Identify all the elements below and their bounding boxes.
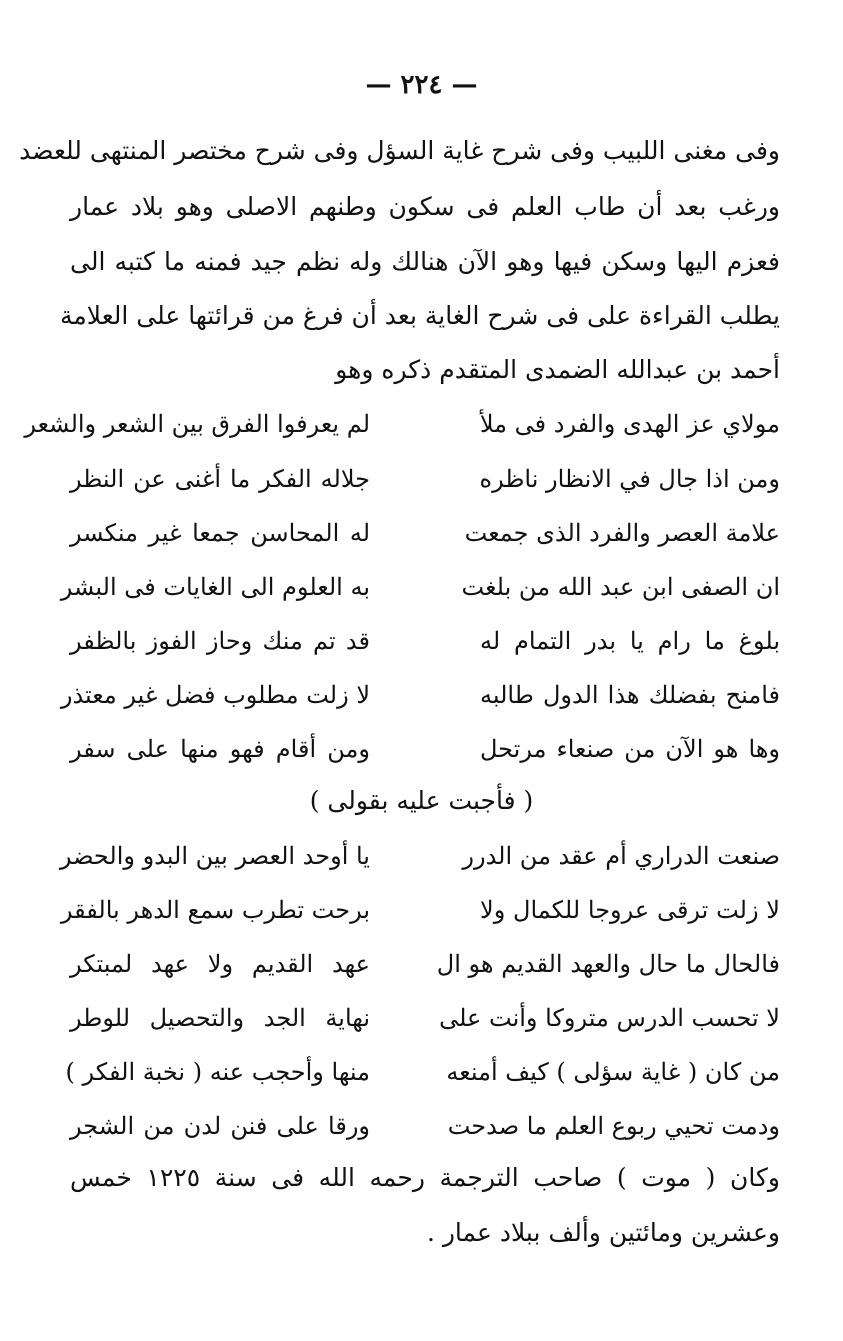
prose-line: وكان ( موت ) صاحب الترجمة رحمه الله فى سنة ١٢٢٥ خمس [70,1163,780,1192]
verse-second-hemistich: يا أوحد العصر بين البدو والحضر [59,842,370,870]
page-number: — ٢٢٤ — [365,70,478,100]
verse-first-hemistich: ومن اذا جال في الانظار ناظره [479,465,780,493]
verse-first-hemistich: فامنح بفضلك هذا الدول طالبه [480,681,780,709]
verse-second-hemistich: ورقا على فنن لدن من الشجر [70,1112,370,1140]
verse-second-hemistich: لا زلت مطلوب فضل غير معتذر [60,681,370,709]
prose-line: يطلب القراءة على فى شرح الغاية بعد أن فرغ من قرائتها على العلامة [60,301,780,330]
verse-first-hemistich: ودمت تحيي ربوع العلم ما صدحت [447,1112,780,1140]
prose-line: وفى مغنى اللبيب وفى شرح غاية السؤل وفى شرح مختصر المنتهى للعضد [19,136,780,165]
verse-line [70,735,780,775]
reply-heading: ( فأجبت عليه بقولى ) [309,786,534,815]
verse-first-hemistich: ان الصفى ابن عبد الله من بلغت [461,573,780,601]
verse-first-hemistich: وها هو الآن من صنعاء مرتحل [480,735,780,763]
verse-line [65,1058,780,1098]
verse-line [70,1004,780,1044]
verse-line [59,842,780,882]
verse-first-hemistich: بلوغ ما رام يا بدر التمام له [480,627,780,655]
verse-second-hemistich: به العلوم الى الغايات فى البشر [60,573,370,601]
prose-line: وعشرين ومائتين وألف ببلاد عمار . [426,1218,780,1247]
verse-second-hemistich: له المحاسن جمعا غير منكسر [70,519,370,547]
verse-line [60,896,780,936]
verse-second-hemistich: ومن أقام فهو منها على سفر [70,735,370,763]
verse-first-hemistich: علامة العصر والفرد الذى جمعت [464,519,780,547]
prose-line: فعزم اليها وسكن فيها وهو الآن هنالك وله نظم جيد فمنه ما كتبه الى [70,247,780,276]
verse-line [70,950,780,990]
verse-second-hemistich: جلاله الفكر ما أغنى عن النظر [70,465,370,493]
verse-line [60,573,780,613]
verse-line [24,410,780,450]
verse-second-hemistich: برحت تطرب سمع الدهر بالفقر [60,896,370,924]
verse-first-hemistich: فالحال ما حال والعهد القديم هو ال [436,950,780,978]
verse-second-hemistich: لم يعرفوا الفرق بين الشعر والشعر [24,410,370,438]
verse-first-hemistich: لا زلت ترقى عروجا للكمال ولا [480,896,780,924]
verse-first-hemistich: لا تحسب الدرس متروكا وأنت على [439,1004,780,1032]
verse-second-hemistich: عهد القديم ولا عهد لمبتكر [70,950,370,978]
verse-first-hemistich: من كان ( غاية سؤلى ) كيف أمنعه [446,1058,780,1086]
verse-second-hemistich: منها وأحجب عنه ( نخبة الفكر ) [65,1058,370,1086]
verse-line [70,519,780,559]
verse-first-hemistich: مولاي عز الهدى والفرد فى ملأ [479,410,780,438]
prose-line: ورغب بعد أن طاب العلم فى سكون وطنهم الاصلى وهو بلاد عمار [70,192,780,221]
verse-second-hemistich: نهاية الجد والتحصيل للوطر [70,1004,370,1032]
verse-line [70,1112,780,1152]
verse-line [70,465,780,505]
prose-line: أحمد بن عبدالله الضمدى المتقدم ذكره وهو [335,355,780,384]
verse-line [60,681,780,721]
verse-first-hemistich: صنعت الدراري أم عقد من الدرر [462,842,780,870]
verse-second-hemistich: قد تم منك وحاز الفوز بالظفر [70,627,370,655]
verse-line [70,627,780,667]
